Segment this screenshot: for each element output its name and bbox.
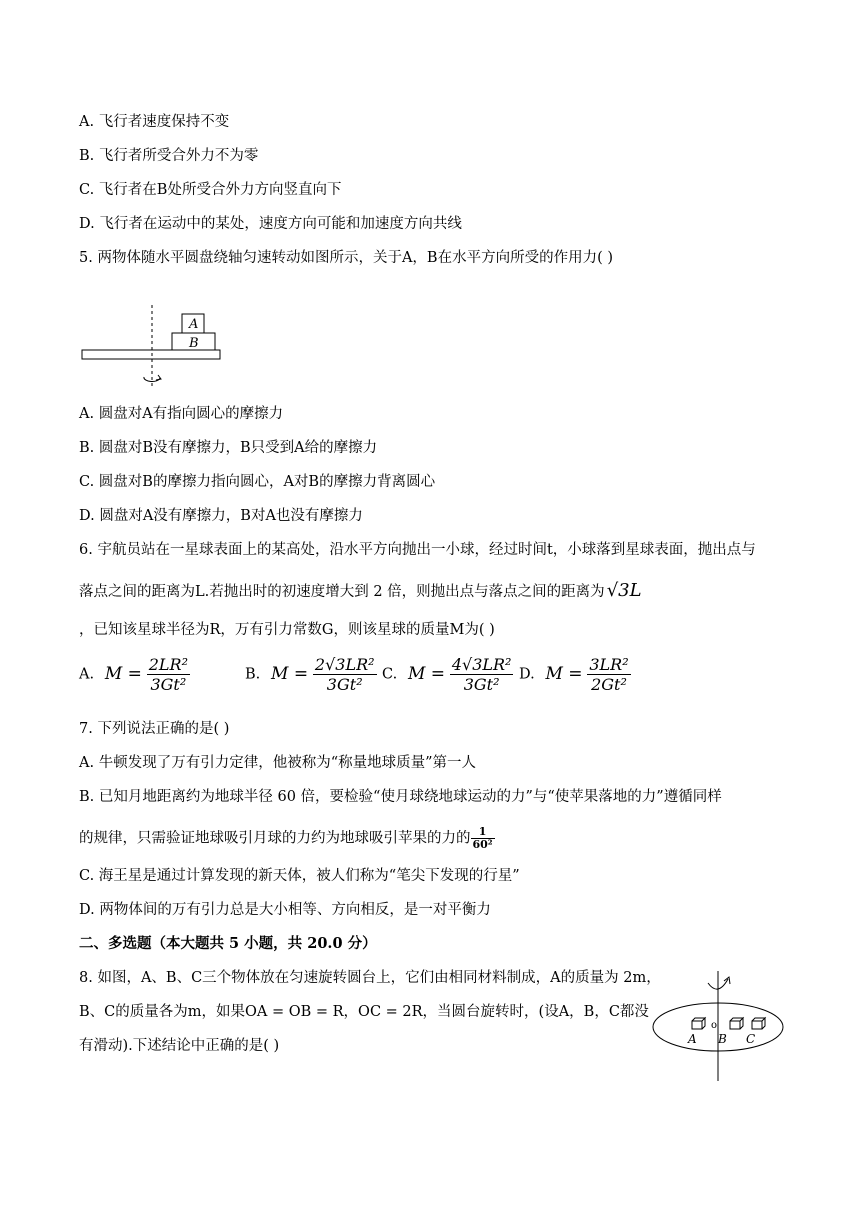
q7-option-c: C. 海王星是通过计算发现的新天体，被人们称为“笔尖下发现的行星” <box>79 868 520 884</box>
q4-option-c: C. 飞行者在B处所受合外力方向竖直向下 <box>79 182 342 198</box>
q7-option-b-line2-text: 的规律，只需验证地球吸引月球的力约为地球吸引苹果的力的 <box>79 830 471 847</box>
q6-option-d: D. M = $\frac{\text{3LR²}}{\text{2Gt²}}$ <box>519 655 629 694</box>
section-heading: 二、多选题（本大题共 5 小题，共 20.0 分） <box>79 935 377 952</box>
q6-stem-line2-text: 落点之间的距离为L.若抛出时的初速度增大到 2 倍，则抛出点与落点之间的距离为 <box>79 584 605 600</box>
q5-figure <box>78 305 228 391</box>
q7-option-b-line1: B. 已知月地距离约为地球半径 60 倍，要检验“使月球绕地球运动的力”与“使苹果落地的力”遵循同样 <box>79 789 722 805</box>
q5-option-b: B. 圆盘对B没有摩擦力，B只受到A给的摩擦力 <box>79 440 378 456</box>
q7-option-b-fraction: $\frac{1}{\text{60²}}$ <box>472 825 493 851</box>
q7-option-d: D. 两物体间的万有引力总是大小相等、方向相反，是一对平衡力 <box>79 902 491 918</box>
q6-stem-line2 <box>79 581 642 602</box>
q8-label-b: B <box>718 1032 727 1046</box>
q7-stem: 7. 下列说法正确的是( ) <box>79 721 230 737</box>
q8-label-a: A <box>688 1032 697 1046</box>
q8-figure <box>648 965 788 1083</box>
q5-stem: 5. 两物体随水平圆盘绕轴匀速转动如图所示，关于A，B在水平方向所受的作用力( ) <box>79 250 613 266</box>
q5-label-b: B <box>189 336 199 351</box>
q6-distance-expr: √3L <box>606 580 642 601</box>
q8-line3: 有滑动).下述结论中正确的是( ) <box>79 1038 280 1054</box>
q8-label-o: o <box>711 1020 718 1031</box>
q6-option-a: A. M = $\frac{\text{2LR²}}{\text{3Gt²}}$ <box>79 655 188 694</box>
q6-stem-line1: 6. 宇航员站在一星球表面上的某高处，沿水平方向抛出一小球，经过时间t，小球落到星球表面，抛出点与 <box>79 542 756 558</box>
q8-line2: B、C的质量各为m，如果OA = OB = R，OC = 2R，当圆台旋转时，(设A，B，C都没 <box>79 1004 649 1020</box>
q7-option-a: A. 牛顿发现了万有引力定律，他被称为“称量地球质量”第一人 <box>79 755 477 771</box>
q5-option-c: C. 圆盘对B的摩擦力指向圆心，A对B的摩擦力背离圆心 <box>79 474 436 490</box>
q5-option-a: A. 圆盘对A有指向圆心的摩擦力 <box>79 406 284 422</box>
q6-option-b: B. M = $\frac{\text{2√3LR²}}{\text{3Gt²}}$ <box>245 655 375 694</box>
q6-stem-line3: ，已知该星球半径为R，万有引力常数G，则该星球的质量M为( ) <box>79 622 495 638</box>
q7-option-b-line2 <box>79 826 495 851</box>
q4-option-b: B. 飞行者所受合外力不为零 <box>79 148 259 164</box>
q8-label-c: C <box>746 1032 756 1046</box>
q6-option-c: C. M = $\frac{\text{4√3LR²}}{\text{3Gt²}}$ <box>382 655 512 694</box>
q5-option-d: D. 圆盘对A没有摩擦力，B对A也没有摩擦力 <box>79 508 363 524</box>
q4-option-a: A. 飞行者速度保持不变 <box>79 114 230 130</box>
q8-line1: 8. 如图，A、B、C三个物体放在匀速旋转圆台上，它们由相同材料制成，A的质量为 2m， <box>79 970 661 986</box>
q5-label-a: A <box>189 317 199 332</box>
q4-option-d: D. 飞行者在运动中的某处，速度方向可能和加速度方向共线 <box>79 216 462 232</box>
